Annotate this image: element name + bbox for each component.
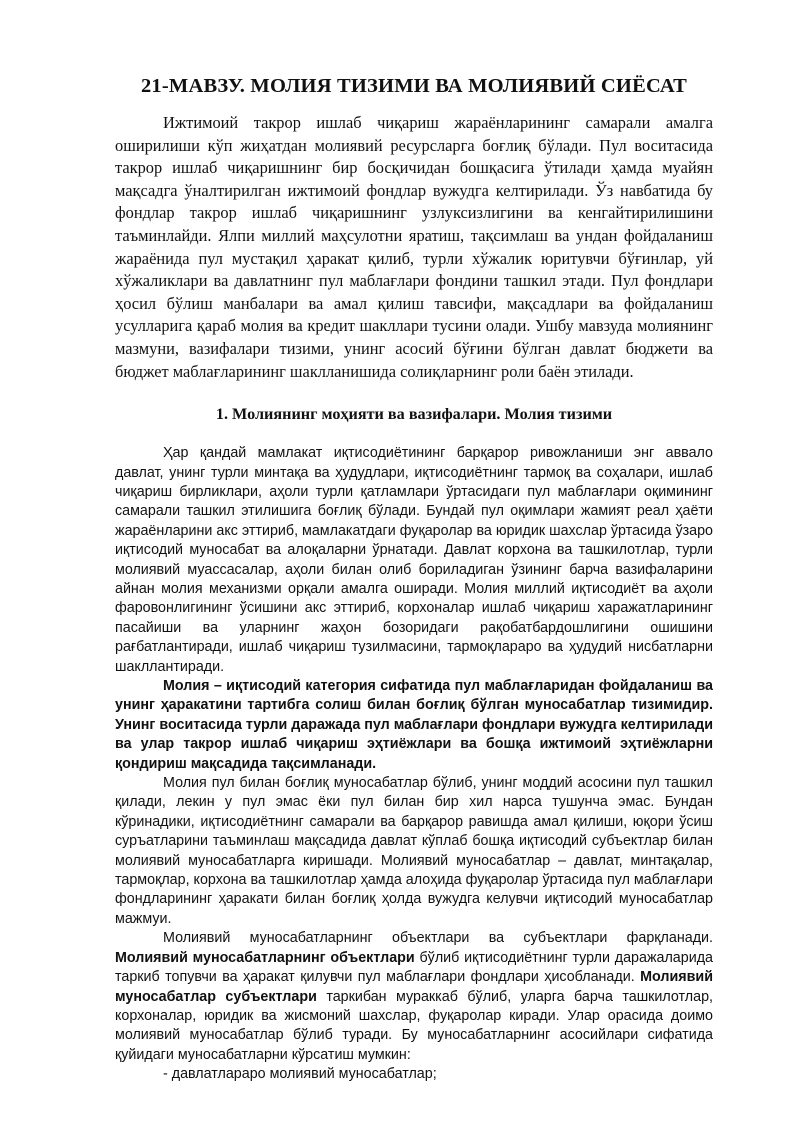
- term-subjects: Молиявий муносабатлар субъектлари: [115, 969, 713, 1005]
- intro-section: [115, 112, 713, 383]
- document-title: 21-МАВЗУ. МОЛИЯ ТИЗИМИ ВА МОЛИЯВИЙ СИЁСАТ: [140, 75, 688, 97]
- section-body: [115, 444, 713, 1084]
- paragraph-finance-relations: Молия пул билан боғлиқ муносабатлар бўлиб, унинг моддий асосини пул ташкил қилади, лекин у пул эмас ёки пул билан бир хил нарса тушунча эмас. Бундан кўринадики, иқтисодиётнинг самарали ва барқарор равишда амал қилиши, юқори ўсиш суръатларини таъминлаш мақсадида давлат кўплаб бошқа иқтисодий субъектлар билан молиявий муносабатларга киришади. Молиявий муносабатлар – давлат, минтақалар, тармоқлар, корхона ва ташкилотлар ҳамда алоҳида фуқаролар ўртасида пул маблағлари фондларининг ҳаракати билан боғлиқ ҳолда вужудга келувчи иқтисодий муносабатлар мажмуи.: [115, 775, 713, 927]
- text-run: таркибан мураккаб бўлиб, уларга барча ташкилотлар, корхоналар, юридик ва жисмоний шахслар, фуқаролар киради. Улар орасида доимо молиявий муносабатлар бўлиб туради. Бу муносабатларнинг асосийлари сифатида қуйидаги муносабатларни кўрсатиш мумкин:: [115, 988, 713, 1063]
- list-item: - давлатлараро молиявий муносабатлар;: [163, 1066, 437, 1083]
- text-run: Молиявий муносабатларнинг объектлари ва субъектлари фарқланади.: [163, 930, 713, 947]
- term-objects: Молиявий муносабатларнинг объектлари: [115, 949, 415, 966]
- paragraph-finance-definition: Молия – иқтисодий категория сифатида пул маблағларидан фойдаланиш ва унинг ҳаракатини тартибга солиш билан боғлиқ бўлган муносабатлар тизимидир. Унинг воситасида турли даражада пул маблағлари фондлари вужудга келтирилади ва улар такрор ишлаб чиқариш эҳтиёжлари ва бошқа ижтимоий эҳтиёжларни қондириш мақсадида тақсимланади.: [115, 678, 713, 772]
- text-run: бўлиб иқтисодиётнинг турли даражаларида таркиб топувчи ва ҳаракат қилувчи пул маблағлари фондлари ҳисобланади.: [115, 949, 713, 986]
- paragraph-objects-subjects: [115, 929, 713, 1065]
- paragraph-economic-development: Ҳар қандай мамлакат иқтисодиётининг барқарор ривожланиши энг аввало давлат, унинг турли минтақа ва ҳудудлари, иқтисодиётнинг тармоқ ва соҳалари, ишлаб чиқариш бирликлари, аҳоли турли қатламлари ўртасидаги пул маблағлари оқимининг самарали ташкил этилишига боғлиқ бўлади. Бундай пул оқимлари жамият реал ҳаёти жараёнларини акс эттириб, мамлакатдаги фуқаролар ва юридик шахслар ўртасида ўзаро иқтисодий муносабат ва алоқаларни ўрнатади. Давлат корхона ва ташкилотлар, турли молиявий муассасалар, аҳоли билан олиб бориладиган ўзининг барча вазифаларини айнан молия механизми орқали амалга оширади. Молия миллий иқтисодиёт ва аҳоли фаровонлигининг ўсишини акс эттириб, корхоналар ишлаб чиқариш харажатларининг пасайиши ва уларнинг жаҳон бозоридаги рақобатбардошлигини ошишини рағбатлантиради, ишлаб чиқариш тузилмасини, тармоқлараро ва ҳудудий нисбатларни шакллантиради.: [115, 445, 713, 675]
- section-title: 1. Молиянинг моҳияти ва вазифалари. Молия тизими: [215, 405, 613, 424]
- intro-paragraph: Ижтимоий такрор ишлаб чиқариш жараёнларининг самарали амалга оширилиши кўп жиҳатдан молиявий ресурсларга боғлиқ бўлади. Пул воситасида такрор ишлаб чиқаришнинг бир босқичидан бошқасига ўтилади ҳамда муайян мақсадга ўналтирилган ижтимоий фондлар вужудга келтирилади. Ўз навбатида бу фондлар такрор ишлаб чиқаришнинг узлуксизлигини ва кенгайтирилишини таъминлайди. Ялпи миллий маҳсулотни яратиш, тақсимлаш ва ундан фойдаланиш жараёнида пул мустақил ҳаракат қилиб, турли хўжалик юритувчи бўғинлар, уй хўжаликлари ва давлатнинг пул маблағлари фондини ташкил этади. Пул фондлари ҳосил бўлиш манбалари ва амал қилиш тавсифи, мақсадлари ва фойдаланиш усулларига қараб молия ва кредит шакллари тусини олади. Ушбу мавзуда молиянинг мазмуни, вазифалари тизими, унинг асосий бўғини бўлган давлат бюджети ва бюджет маблағларининг шаклланишида солиқларнинг роли баён этилади.: [115, 113, 713, 381]
